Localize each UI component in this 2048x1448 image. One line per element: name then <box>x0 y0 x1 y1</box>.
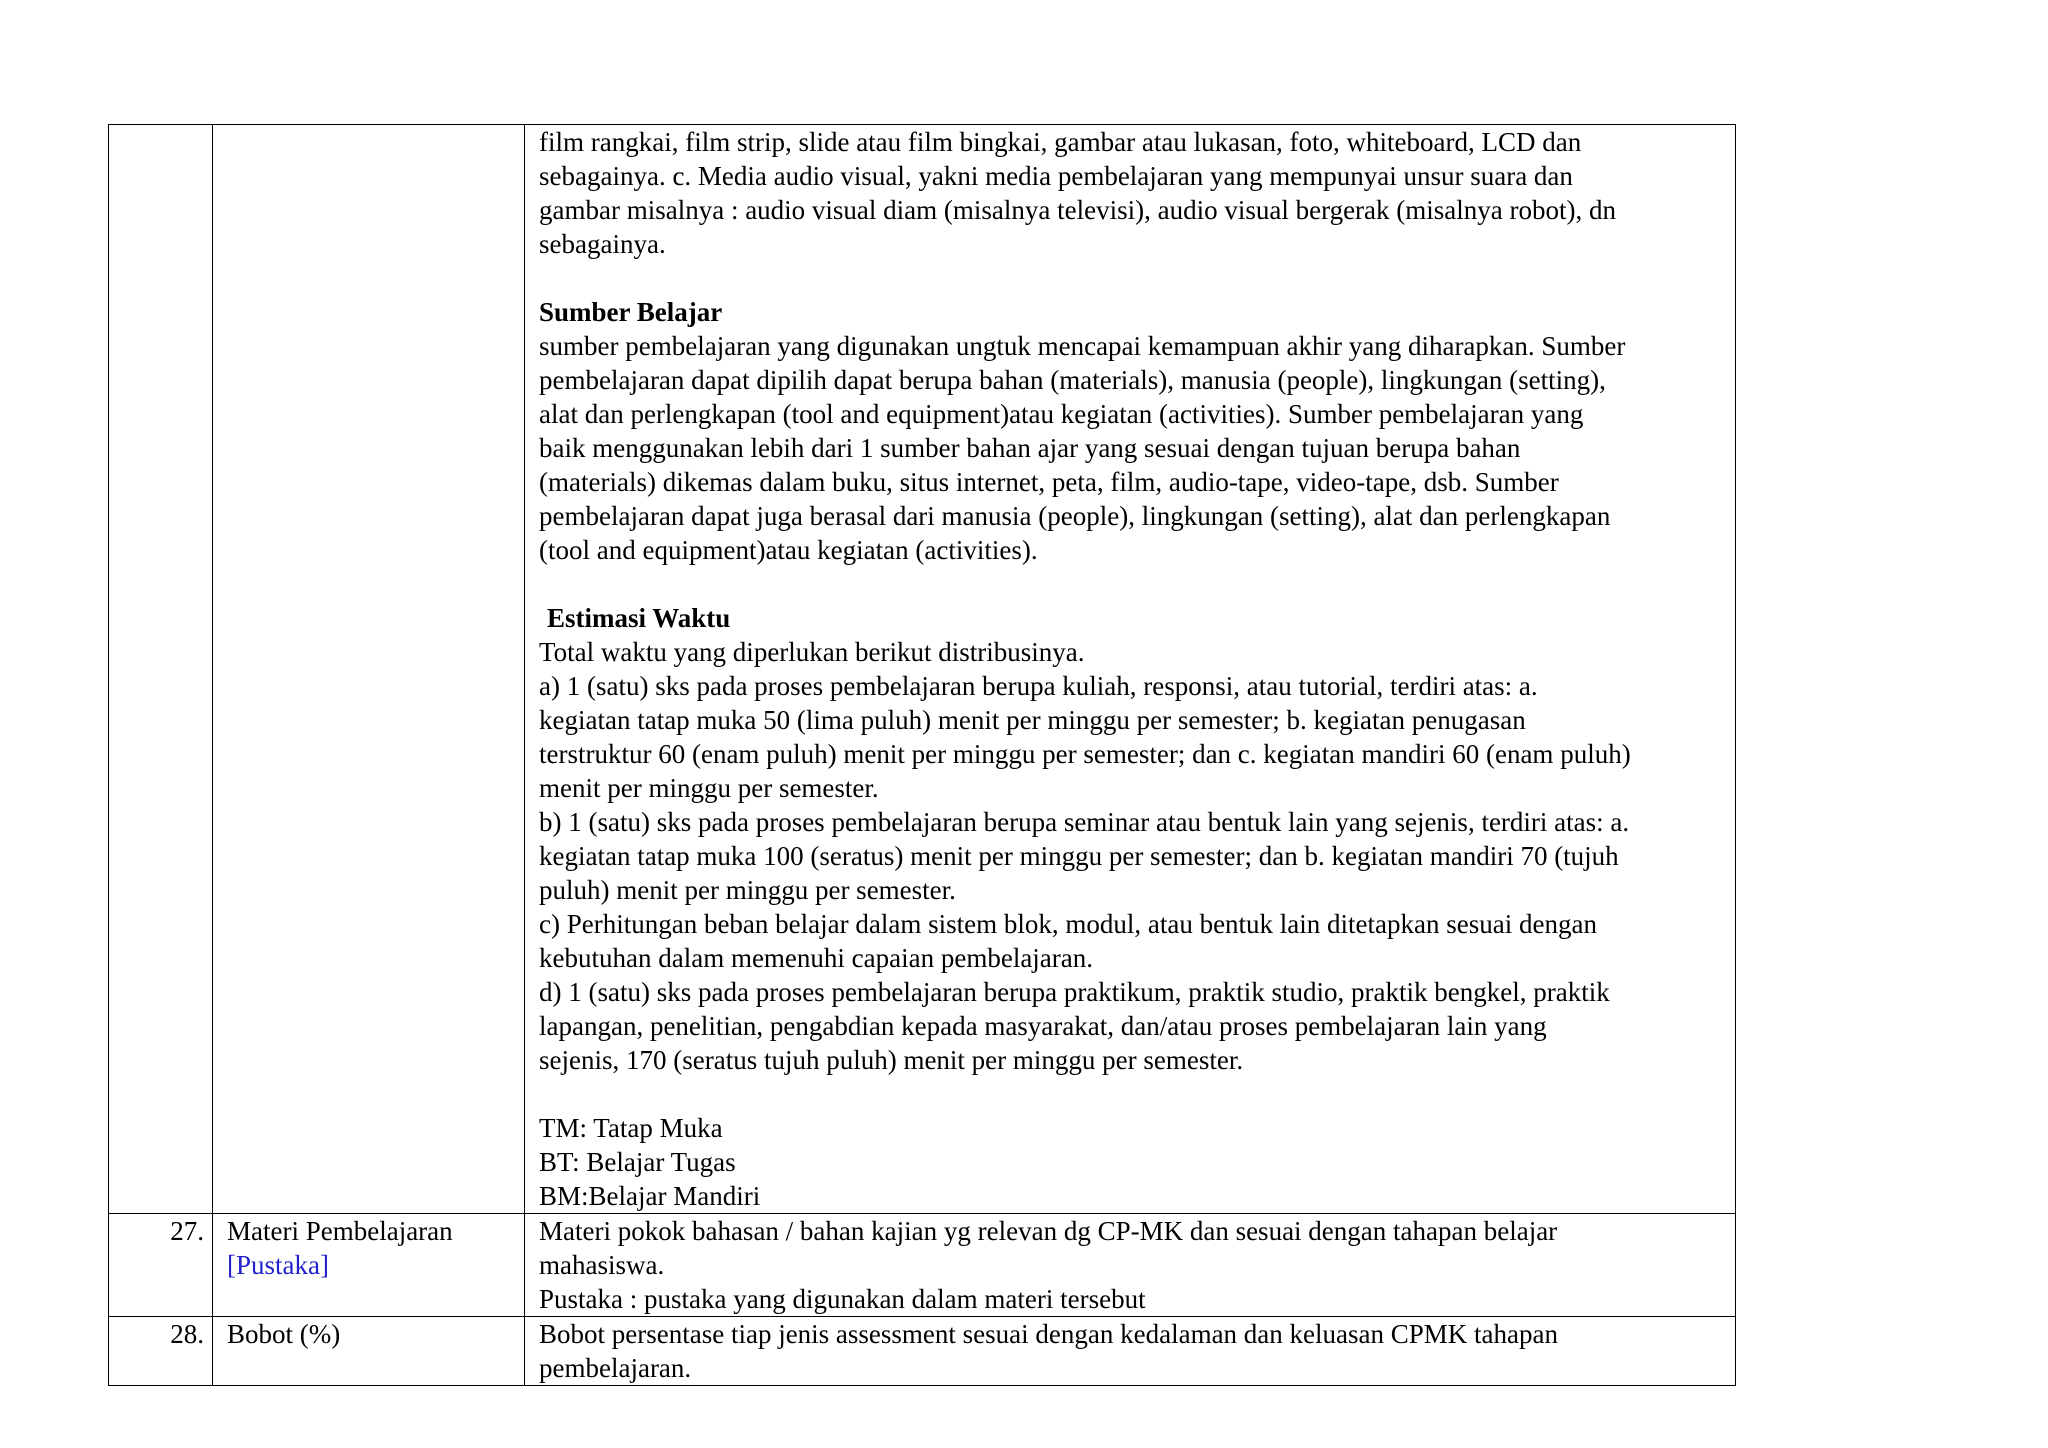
text-line: sebagainya. c. Media audio visual, yakni media pembelajaran yang mempunyai unsur suara dan <box>539 161 1573 191</box>
text-line: sumber pembelajaran yang digunakan ungtuk mencapai kemampuan akhir yang diharapkan. Sumber <box>539 331 1626 361</box>
rps-guide-table <box>108 124 1736 1386</box>
sumber-belajar-heading: Sumber Belajar <box>539 297 723 327</box>
blank-line <box>539 567 1723 601</box>
row-description-cell <box>525 1317 1736 1386</box>
row-label-cell <box>213 125 525 1214</box>
text-line: kegiatan tatap muka 100 (seratus) menit per minggu per semester; dan b. kegiatan mandiri 70 (tujuh <box>539 841 1619 871</box>
estimasi-waktu-paragraph <box>539 635 1723 1077</box>
text-line: gambar misalnya : audio visual diam (misalnya televisi), audio visual bergerak (misalnya robot), dn <box>539 195 1616 225</box>
text-line: kebutuhan dalam memenuhi capaian pembelajaran. <box>539 943 1094 973</box>
text-line: (tool and equipment)atau kegiatan (activities). <box>539 535 1038 565</box>
text-line: b) 1 (satu) sks pada proses pembelajaran berupa seminar atau bentuk lain yang sejenis, terdiri atas: a. <box>539 807 1630 837</box>
row-label-cell <box>213 1317 525 1386</box>
table-row-continuation <box>109 125 1736 1214</box>
row-label-cell <box>213 1214 525 1317</box>
table-row-28 <box>109 1317 1736 1386</box>
estimasi-waktu-heading: Estimasi Waktu <box>547 603 731 633</box>
text-line: terstruktur 60 (enam puluh) menit per minggu per semester; dan c. kegiatan mandiri 60 (enam puluh) <box>539 739 1631 769</box>
row-label: Materi Pembelajaran <box>227 1216 453 1246</box>
text-line: sebagainya. <box>539 229 666 259</box>
abbreviation-bm: BM:Belajar Mandiri <box>539 1181 761 1211</box>
abbreviation-bt: BT: Belajar Tugas <box>539 1147 736 1177</box>
row-label: Bobot (%) <box>227 1319 341 1349</box>
text-line: Bobot persentase tiap jenis assessment sesuai dengan kedalaman dan keluasan CPMK tahapan <box>539 1319 1558 1349</box>
text-line: Total waktu yang diperlukan berikut distribusinya. <box>539 637 1085 667</box>
row-number-cell <box>109 125 213 1214</box>
row-description-cell <box>525 1214 1736 1317</box>
text-line: d) 1 (satu) sks pada proses pembelajaran berupa praktikum, praktik studio, praktik bengkel, praktik <box>539 977 1610 1007</box>
text-line: lapangan, penelitian, pengabdian kepada masyarakat, dan/atau proses pembelajaran lain yang <box>539 1011 1547 1041</box>
text-line: mahasiswa. <box>539 1250 665 1280</box>
table-row-27 <box>109 1214 1736 1317</box>
blank-line <box>539 261 1723 295</box>
text-line: pembelajaran. <box>539 1353 692 1383</box>
abbreviation-list <box>539 1111 1723 1213</box>
text-line: kegiatan tatap muka 50 (lima puluh) menit per minggu per semester; b. kegiatan penugasan <box>539 705 1526 735</box>
text-line: puluh) menit per minggu per semester. <box>539 875 956 905</box>
pustaka-link[interactable]: [Pustaka] <box>227 1250 329 1280</box>
text-line: a) 1 (satu) sks pada proses pembelajaran berupa kuliah, responsi, atau tutorial, terdiri atas: a. <box>539 671 1538 701</box>
text-line: film rangkai, film strip, slide atau film bingkai, gambar atau lukasan, foto, whiteboard, LCD dan <box>539 127 1582 157</box>
text-line: menit per minggu per semester. <box>539 773 879 803</box>
media-paragraph <box>539 125 1723 261</box>
text-line: c) Perhitungan beban belajar dalam sistem blok, modul, atau bentuk lain ditetapkan sesuai dengan <box>539 909 1597 939</box>
sumber-belajar-paragraph <box>539 329 1723 567</box>
blank-line <box>539 1077 1723 1111</box>
row-number-cell: 27. <box>109 1214 213 1317</box>
text-line: Materi pokok bahasan / bahan kajian yg relevan dg CP-MK dan sesuai dengan tahapan belajar <box>539 1216 1558 1246</box>
row-number-cell: 28. <box>109 1317 213 1386</box>
text-line: sejenis, 170 (seratus tujuh puluh) menit per minggu per semester. <box>539 1045 1244 1075</box>
abbreviation-tm: TM: Tatap Muka <box>539 1113 723 1143</box>
text-line: baik menggunakan lebih dari 1 sumber bahan ajar yang sesuai dengan tujuan berupa bahan <box>539 433 1521 463</box>
text-line: (materials) dikemas dalam buku, situs internet, peta, film, audio-tape, video-tape, dsb. Sumber <box>539 467 1559 497</box>
text-line: Pustaka : pustaka yang digunakan dalam materi tersebut <box>539 1284 1146 1314</box>
text-line: pembelajaran dapat juga berasal dari manusia (people), lingkungan (setting), alat dan perlengkapan <box>539 501 1611 531</box>
row-description-cell <box>525 125 1736 1214</box>
text-line: alat dan perlengkapan (tool and equipment)atau kegiatan (activities). Sumber pembelajaran yang <box>539 399 1584 429</box>
text-line: pembelajaran dapat dipilih dapat berupa bahan (materials), manusia (people), lingkungan (setting), <box>539 365 1606 395</box>
